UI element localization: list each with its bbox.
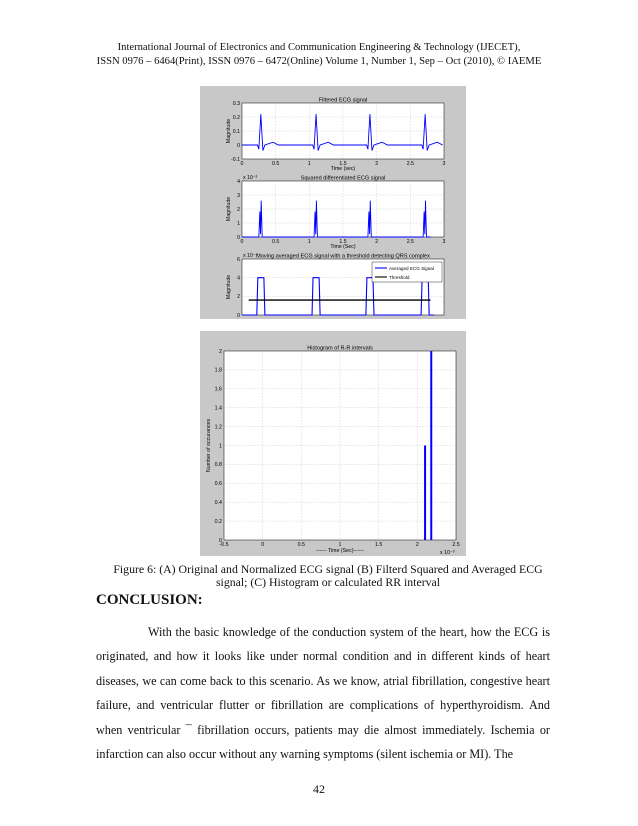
y-tick-label: 0.2 — [214, 518, 222, 525]
x-tick-label: 1.5 — [374, 542, 383, 548]
x-tick-label: 2.5 — [406, 239, 414, 245]
y-tick-label: 0.6 — [214, 481, 222, 488]
x-tick-label: 1 — [307, 239, 311, 245]
y-tick-label: 3 — [237, 192, 240, 199]
ecg-subplots-svg — [200, 86, 466, 319]
y-tick-label: 0.1 — [232, 128, 240, 135]
chart-title: Squared differentiated ECG signal — [300, 175, 386, 182]
y-tick-label: 0 — [237, 142, 240, 149]
histogram-bar — [430, 351, 432, 540]
x-tick-label: 0 — [240, 161, 244, 167]
y-tick-label: 2 — [219, 348, 222, 355]
axis-exponent: x 10⁻³ — [243, 175, 258, 181]
x-tick-label: 1 — [307, 161, 311, 167]
y-tick-label: 4 — [237, 178, 240, 185]
x-tick-label: 2.5 — [452, 542, 460, 548]
y-tick-label: 0.4 — [214, 500, 222, 506]
x-tick-label: 1.5 — [339, 239, 347, 245]
x-tick-label: 0.5 — [272, 161, 280, 167]
conclusion-text: With the basic knowledge of the conduction system of the heart, how the ECG is originated, and how it looks like under normal condition and in different kinds of heart diseases, we can come back to this scenario. As we know, atrial fibrillation, congestive heart failure, and ventricular flutter or fibrillation are complications of hyperthyroidism. And when ventricular ¯ fibrillation occurs, patients may die almost immediately. Ischemia or infarction can also occur without any warning symptoms (silent ischemia or MI). The — [96, 625, 550, 762]
chart-title: Histogram of R-R intervals — [307, 345, 373, 352]
y-axis-label: Magnitude — [226, 196, 232, 222]
y-axis-label: Number of occurances — [206, 418, 212, 473]
axis-exponent: x 10⁻³ — [440, 550, 455, 556]
x-tick-label: 1.5 — [339, 161, 347, 167]
x-tick-label: 0 — [261, 542, 265, 548]
legend — [372, 262, 442, 282]
x-tick-label: 0 — [240, 239, 244, 245]
y-axis-label: Magnitude — [226, 274, 232, 300]
journal-header-line1: International Journal of Electronics and Communication Engineering & Technology (IJECET), — [117, 42, 521, 53]
x-axis-label: ------ Time (Sec)------ — [315, 548, 365, 554]
y-tick-label: 1.4 — [214, 405, 222, 412]
y-tick-label: 4 — [237, 275, 240, 282]
x-tick-label: 3 — [442, 239, 446, 245]
conclusion-paragraph — [96, 620, 550, 766]
y-tick-label: 1 — [237, 220, 240, 227]
section-heading: CONCLUSION: — [96, 592, 203, 608]
legend-label-signal: Averaged ECG Signal — [389, 266, 434, 271]
x-tick-label: 3 — [442, 161, 446, 167]
y-tick-label: 0.3 — [232, 100, 240, 107]
y-axis-label: Magnitude — [226, 118, 232, 144]
y-tick-label: 0.2 — [232, 114, 240, 121]
x-tick-label: 1 — [338, 542, 342, 548]
x-axis-label: Time (Sec) — [330, 244, 356, 250]
legend-label-threshold: Threshold — [389, 275, 410, 280]
axis-exponent: x 10⁻⁴ — [243, 253, 258, 259]
figure-ecg-panels — [200, 86, 466, 319]
y-tick-label: 0 — [237, 312, 240, 319]
y-tick-label: 1.6 — [214, 386, 222, 393]
x-tick-label: 2 — [375, 161, 379, 167]
x-tick-label: -0.5 — [219, 542, 229, 548]
figure-rr-histogram — [200, 331, 466, 556]
journal-header-line2: ISSN 0976 – 6464(Print), ISSN 0976 – 6472(Online) Volume 1, Number 1, Sep – Oct (2010), © IAEME — [96, 56, 542, 67]
y-tick-label: 2 — [237, 294, 240, 301]
y-tick-label: 2 — [237, 206, 240, 213]
histogram-bar — [424, 446, 426, 541]
chart-title: Moving averaged ECG signal with a threshold detecting QRS complex — [256, 253, 430, 260]
y-tick-label: 1 — [219, 443, 222, 450]
x-tick-label: 2 — [375, 239, 379, 245]
x-axis-label: Time (sec) — [330, 166, 356, 172]
page-number: 42 — [313, 782, 325, 796]
x-tick-label: 2 — [415, 542, 419, 548]
y-tick-label: 0 — [219, 537, 222, 544]
figure-caption: Figure 6: (A) Original and Normalized ECG signal (B) Filterd Squared and Averaged ECG signal; (C) Histogram or calculated RR interval — [113, 562, 543, 589]
y-tick-label: 0.8 — [214, 462, 222, 469]
y-tick-label: 6 — [237, 256, 240, 263]
y-tick-label: 1.2 — [214, 424, 222, 431]
y-tick-label: -0.1 — [231, 156, 240, 163]
x-tick-label: 0.5 — [272, 239, 280, 245]
x-tick-label: 0.5 — [297, 542, 306, 548]
chart-title: Filtered ECG signal — [318, 97, 368, 104]
x-tick-label: 2.5 — [406, 161, 414, 167]
rr-histogram-svg — [200, 331, 466, 556]
y-tick-label: 1.8 — [214, 367, 222, 374]
y-tick-label: 0 — [237, 234, 240, 241]
